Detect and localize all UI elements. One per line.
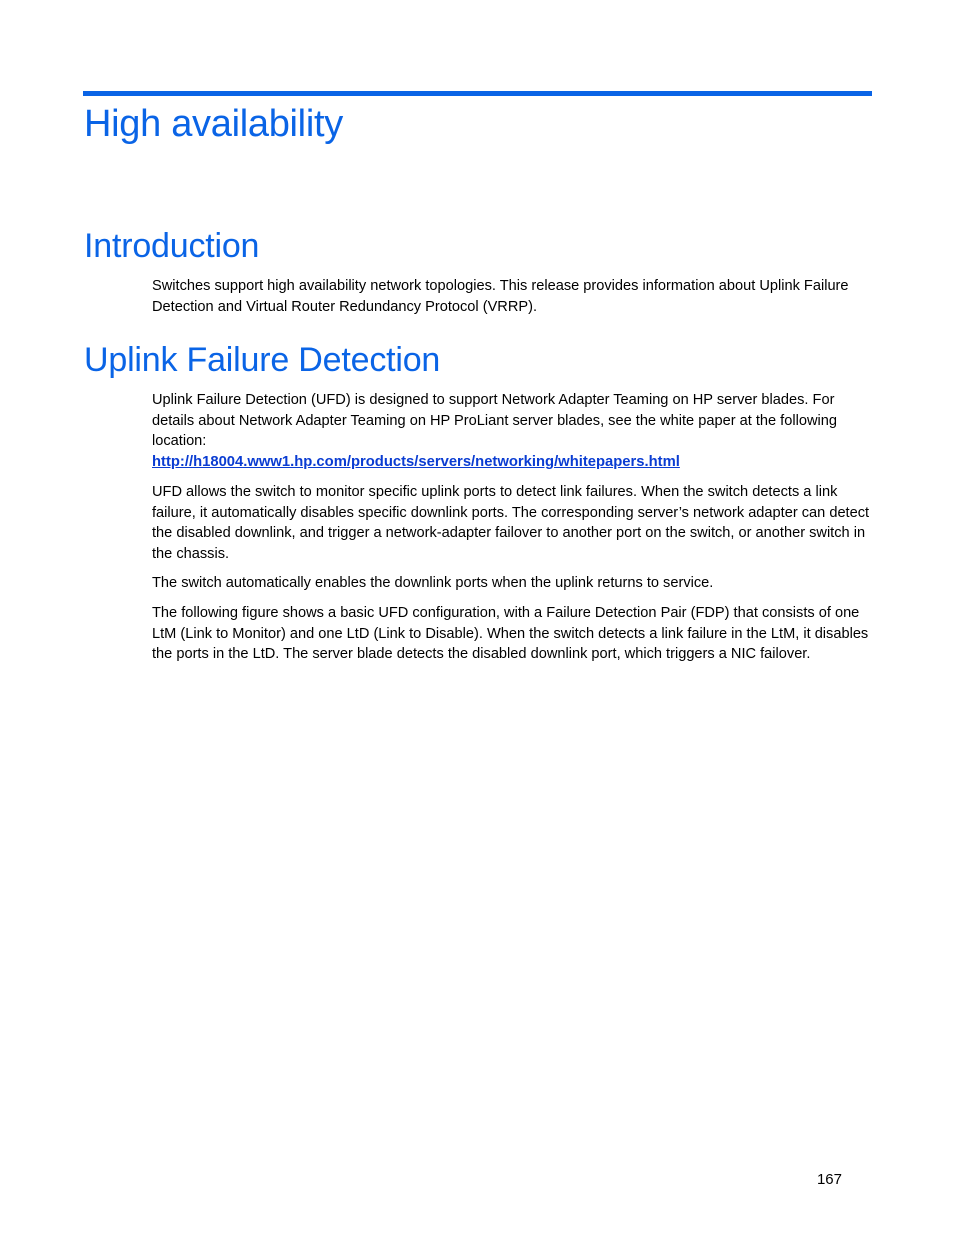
ufd-paragraph-3: The switch automatically enables the downlink ports when the uplink returns to service. <box>152 575 714 591</box>
ufd-paragraph-1: Uplink Failure Detection (UFD) is designed to support Network Adapter Teaming on HP server blades. For details about Network Adapter Teaming on HP ProLiant server blades, see the white paper at the following location: <box>152 392 837 449</box>
page-number: 167 <box>816 1171 842 1188</box>
chapter-title: High availability <box>84 103 343 145</box>
whitepapers-link[interactable]: http://h18004.www1.hp.com/products/servers/networking/whitepapers.html <box>152 454 680 470</box>
section-title-uplink-failure-detection: Uplink Failure Detection <box>84 341 441 379</box>
ufd-paragraph-2: UFD allows the switch to monitor specific uplink ports to detect link failures. When the switch detects a link failure, it automatically disables specific downlink ports. The corresponding server’s network adapter can detect the disabled downlink, and trigger a network-adapter failover to another port on the switch, or another switch in the chassis. <box>152 484 870 562</box>
section-title-introduction: Introduction <box>84 227 260 265</box>
ufd-paragraph-4: The following figure shows a basic UFD configuration, with a Failure Detection Pair (FDP) that consists of one LtM (Link to Monitor) and one LtD (Link to Disable). When the switch detects a link failure in the LtM, it disables the ports in the LtD. The server blade detects the disabled downlink port, which triggers a NIC failover. <box>152 605 869 662</box>
chapter-top-rule <box>83 91 872 96</box>
introduction-paragraph: Switches support high availability network topologies. This release provides information about Uplink Failure Detection and Virtual Router Redundancy Protocol (VRRP). <box>152 278 849 315</box>
